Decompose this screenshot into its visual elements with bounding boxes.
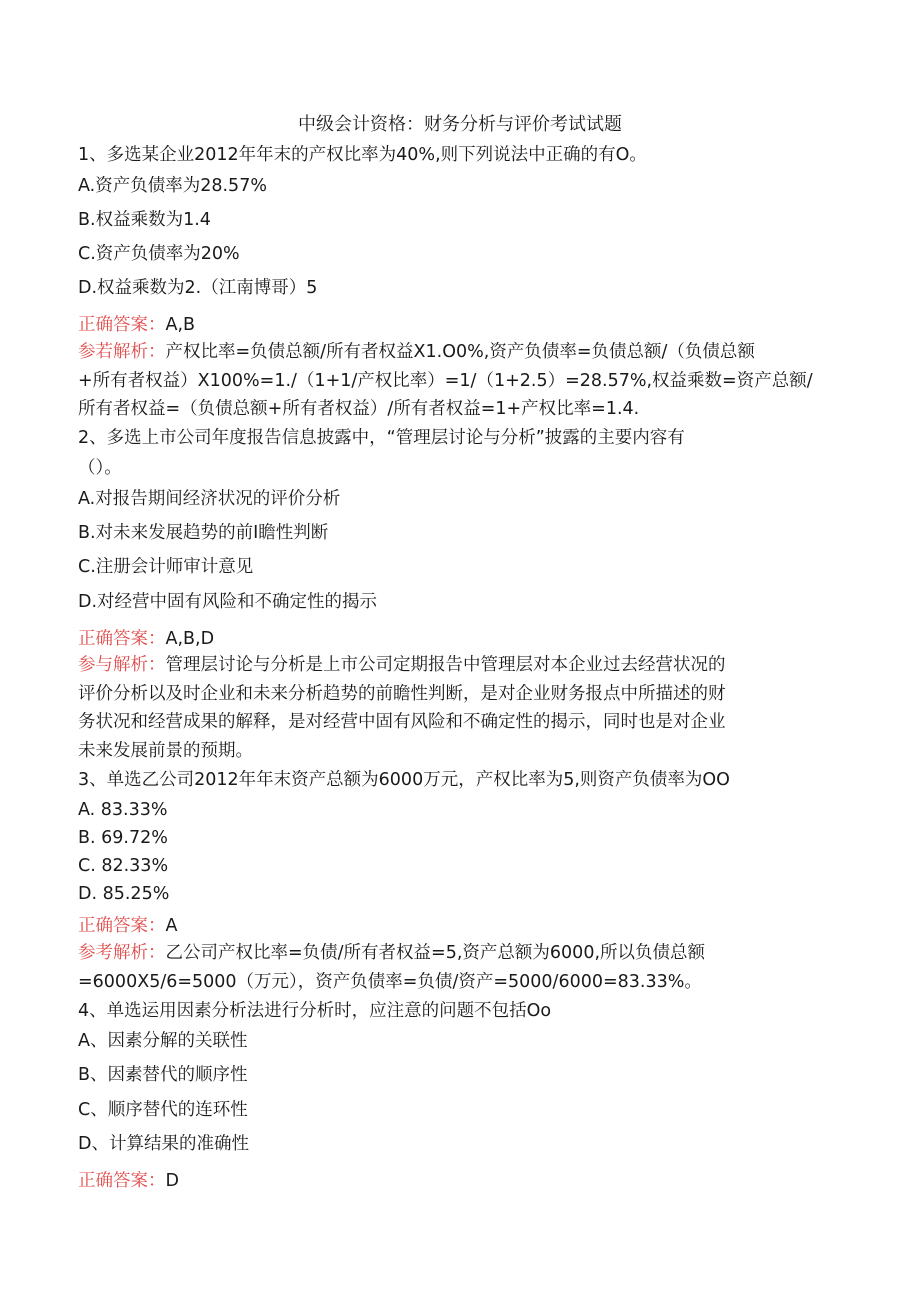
question-3-stem: 3、单选乙公司2012年年末资产总额为6000万元，产权比率为5,则资产负债率为OO [78,770,730,790]
question-2-stem-line: （）。 [78,458,122,478]
question-4-option-d: D、计算结果的准确性 [78,1134,249,1154]
question-4-option-c: C、顺序替代的连环性 [78,1100,248,1120]
answer-label: 正确答案： [78,315,166,335]
question-1-answer [78,310,838,340]
question-2-stem [78,423,838,483]
question-3-answer [78,911,838,941]
question-1-option-c: C.资产负债率为20% [78,244,240,264]
question-3-option-d: D. 85.25% [78,884,170,904]
explanation-label: 参与解析： [78,655,166,675]
explanation-line: 所有者权益=（负债总额+所有者权益）/所有者权益=1+产权比率=1.4. [78,399,640,419]
explanation-line: 乙公司产权比率=负债/所有者权益=5,资产总额为6000,所以负债总额 [165,943,706,963]
question-4-stem: 4、单选运用因素分析法进行分析时，应注意的问题不包括Oo [78,1001,552,1021]
question-3-option-a: A. 83.33% [78,800,168,820]
explanation-line: +所有者权益）X100%=1./（1+1/产权比率）=1/（1+2.5）=28.57%,权益乘数=资产总额/ [78,370,813,391]
question-2-option-a: A.对报告期间经济状况的评价分析 [78,489,341,509]
question-2-explanation [78,651,838,765]
question-3-option-b: B. 69.72% [78,828,168,848]
explanation-line: 产权比率=负债总额/所有者权益X1.O0%,资产负债率=负债总额/（负债总额 [165,342,755,362]
answer-value: A,B,D [165,629,215,649]
question-3-option-c: C. 82.33% [78,856,169,876]
explanation-label: 参考解析： [78,943,166,963]
question-1-option-b: B.权益乘数为1.4 [78,210,211,230]
question-2-option-b: B.对未来发展趋势的前I瞻性判断 [78,523,329,543]
question-2-answer [78,624,838,654]
answer-label: 正确答案： [78,916,166,936]
question-1-option-a: A.资产负债率为28.57% [78,176,267,196]
answer-label: 正确答案： [78,629,166,649]
answer-value: A,B [165,315,196,335]
document-title: 中级会计资格：财务分析与评价考试试题 [298,114,622,135]
question-1-stem: 1、多选某企业2012年年末的产权比率为40%,则下列说法中正确的有O。 [78,145,647,165]
question-2-option-c: C.注册会计师审计意见 [78,557,254,577]
answer-value: A [165,916,178,936]
question-1-option-d: D.权益乘数为2.（江南博哥）5 [78,278,318,298]
explanation-line: 评价分析以及时企业和未来分析趋势的前瞻性判断，是对企业财务报点中所描述的财 [78,683,726,704]
question-2-option-d: D.对经营中固有风险和不确定性的揭示 [78,592,378,612]
explanation-line: 未来发展前景的预期。 [78,740,253,761]
question-1-explanation [78,338,838,424]
explanation-line: 管理层讨论与分析是上市公司定期报告中管理层对本企业过去经营状况的 [165,655,726,675]
question-4-answer [78,1166,838,1196]
question-3-explanation [78,939,838,996]
explanation-line: 务状况和经营成果的解释，是对经营中固有风险和不确定性的揭示，同时也是对企业 [78,712,726,732]
explanation-line: =6000X5/6=5000（万元），资产负债率=负债/资产=5000/6000=83.33%。 [78,971,702,992]
answer-value: D [165,1171,179,1191]
question-4-option-a: A、因素分解的关联性 [78,1031,248,1051]
answer-label: 正确答案： [78,1171,166,1191]
question-4-option-b: B、因素替代的顺序性 [78,1065,248,1085]
question-2-stem-line: 2、多选上市公司年度报告信息披露中，“管理层讨论与分析”披露的主要内容有 [78,428,685,448]
explanation-label: 参若解析： [78,342,166,362]
